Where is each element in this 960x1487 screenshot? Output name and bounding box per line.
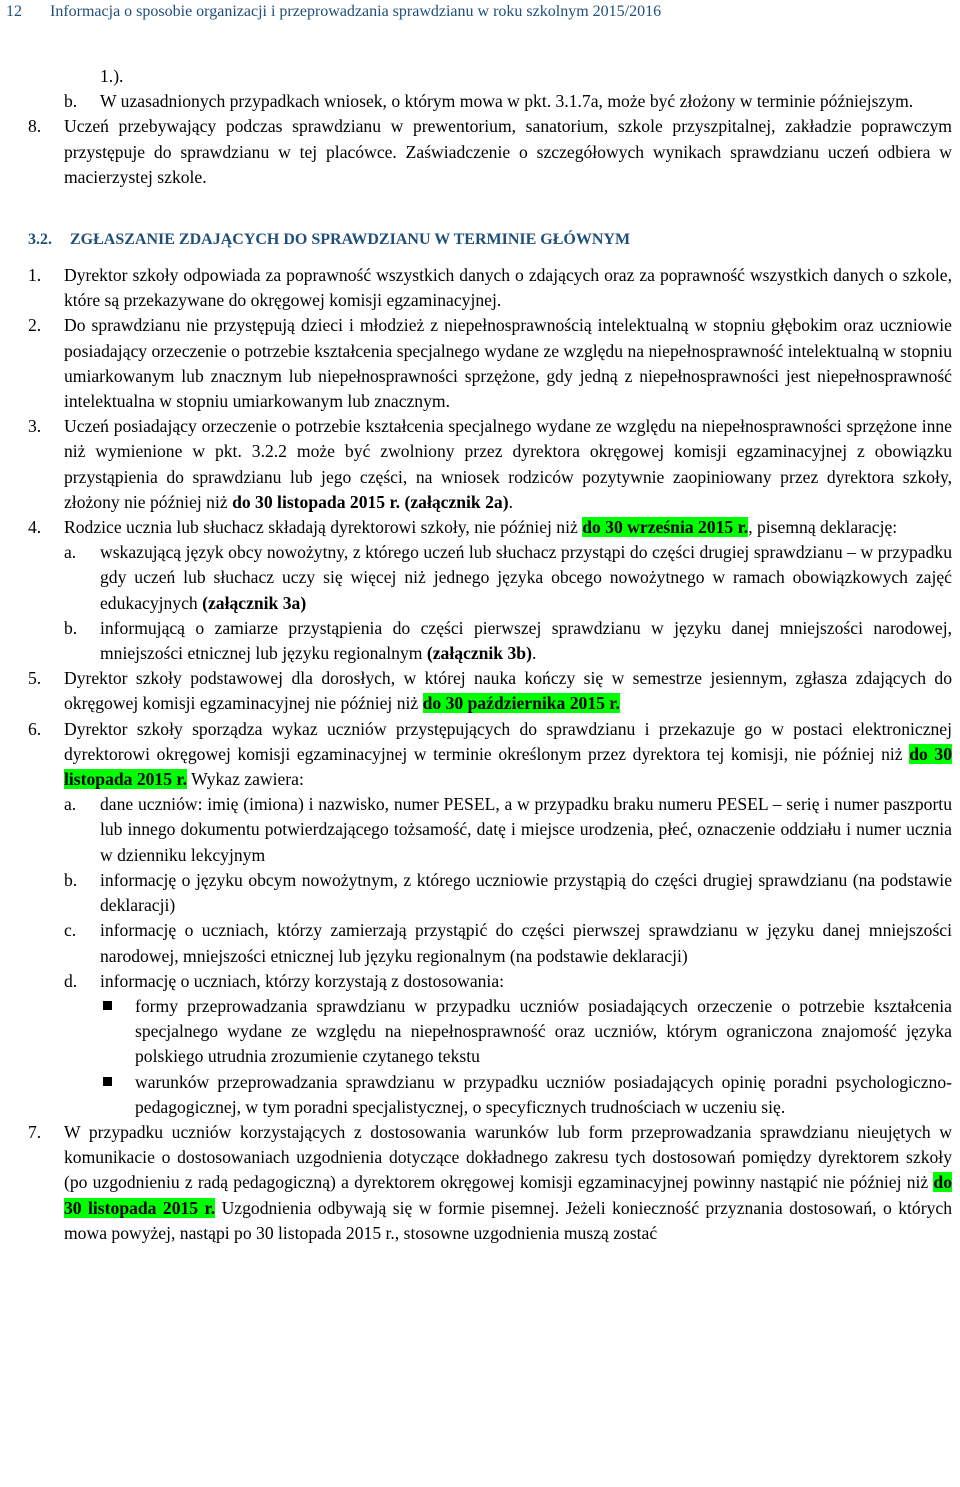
list-item-text: Dyrektor szkoły sporządza wykaz uczniów przystępujących do sprawdzianu i przekazuje go w postaci elektronicznej dyrektorowi okręgowej komisji egzaminacyjnej w terminie określonym przez dyrektora tej komisji, nie później niż — [64, 718, 952, 764]
list-item-text: W uzasadnionych przypadkach wniosek, o którym mowa w pkt. 3.1.7a, może być złożony w terminie późniejszym. — [100, 91, 914, 112]
bullet-item-2 — [0, 1070, 960, 1120]
page-header — [6, 2, 926, 22]
list-marker: c. — [64, 920, 77, 941]
list-item-text: informację o uczniach, którzy korzystają z dostosowania: — [100, 970, 505, 991]
bullet-item-text: warunków przeprowadzania sprawdzianu w przypadku uczniów posiadających opinię poradni psychologiczno-pedagogicznej, w tym poradni specjalistycznej, o specyficznych trudnościach w uczeniu się. — [135, 1071, 952, 1117]
annex-reference: (załącznik 3a) — [202, 592, 307, 613]
list-item-6a — [0, 792, 960, 868]
section-number: 3.2. — [28, 231, 52, 249]
deadline-highlight: do 30 listopada 2015 r. — [64, 743, 953, 790]
list-item-text: informację o języku obcym nowożytnym, z którego uczniowie przystąpią do części drugiej sprawdzianu (na podstawie deklaracji) — [100, 869, 952, 916]
list-item-6: 6. Dyrektor szkoły sporządza wykaz uczniów przystępujących do sprawdzianu i przekazuje go w postaci elektronicznej dyrektorowi okręgowej komisji egzaminacyjnej w terminie określonym przez dyrektora tej komisji, nie później niż do 30 listopada 2015 r. Wykaz zawiera: — [28, 718, 953, 790]
spacer — [0, 190, 960, 208]
list-marker: 8. — [28, 116, 42, 137]
list-item-text: Dyrektor szkoły podstawowej dla dorosłych, w której nauka kończy się w semestrze jesiennym, zgłasza zdających do okręgowej komisji egzaminacyjnej nie później niż — [64, 668, 952, 714]
list-item-text: dane uczniów: imię (imiona) i nazwisko, numer PESEL, a w przypadku braku numeru PESEL – serię i numer paszportu lub innego dokumentu potwierdzającego tożsamość, datę i miejsce urodzenia, płeć, oznaczenie oddziału i numer ucznia w dzienniku lekcyjnym — [100, 794, 952, 865]
list-item-2 — [0, 313, 960, 414]
square-bullet-icon — [103, 1001, 112, 1010]
annex-reference: (załącznik 3b) — [426, 643, 532, 664]
continuation-text: 1.). — [100, 66, 124, 86]
page-number: 12 — [6, 3, 22, 20]
list-marker: 3. — [28, 416, 42, 437]
bullet-item-1 — [0, 994, 960, 1070]
list-item-6d — [0, 969, 960, 994]
section-heading — [0, 228, 960, 252]
list-item-4b: b. informującą o zamiarze przystąpienia do części pierwszej sprawdzianu w języku danej mniejszości narodowej, mniejszości etnicznej lub języku regionalnym (załącznik 3b). — [64, 617, 952, 664]
list-item-text: Dyrektor szkoły odpowiada za poprawność wszystkich danych o zdających oraz za poprawność wszystkich danych o szkole, które są przekazywane do okręgowej komisji egzaminacyjnej. — [64, 265, 952, 311]
list-item-b-prev — [0, 89, 960, 114]
section-title: ZGŁASZANIE ZDAJĄCYCH DO SPRAWDZIANU W TERMINIE GŁÓWNYM — [70, 231, 631, 249]
list-marker: 5. — [28, 668, 42, 689]
list-marker: b. — [64, 91, 78, 112]
list-marker: 2. — [28, 315, 42, 336]
list-item-text: wskazującą język obcy nowożytny, z którego uczeń lub słuchacz przystąpi do części drugiej sprawdzianu – w przypadku gdy uczeń lub słuchacz uczy się więcej niż jednego języka obcego nowożytnego w ramach obowiązkowych zajęć edukacyjnych — [100, 542, 952, 613]
list-item-6c — [0, 918, 960, 968]
list-marker: d. — [64, 970, 78, 991]
deadline-highlight: do 30 listopada 2015 r. — [64, 1172, 952, 1218]
list-marker: 7. — [28, 1121, 42, 1142]
list-marker: 4. — [28, 517, 42, 538]
list-item-7: 7. W przypadku uczniów korzystających z dostosowania warunków lub form przeprowadzania sprawdzianu nieujętych w komunikacie o dostosowaniach uzgodnienia dotyczące dokładnego zakresu tych dostosowań pomiędzy dyrektorem szkoły (po uzgodnieniu z radą pedagogiczną) a dyrektorem okręgowej komisji egzaminacyjnej powinny nastąpić nie później niż do 30 listopada 2015 r. Uzgodnienia odbywają się w formie pisemnej. Jeżeli konieczność przyznania dostosowań, o których mowa powyżej, nastąpi po 30 listopada 2015 r., stosowne uzgodnienia muszą zostać — [28, 1121, 952, 1243]
list-item-5 — [0, 666, 960, 716]
bullet-item-text: formy przeprowadzania sprawdzianu w przypadku uczniów posiadających orzeczenie o potrzebie kształcenia specjalnego wydane ze względu na niepełnosprawność oraz uczniów, którym ograniczona znajomość języka polskiego utrudnia zrozumienie czytanego tekstu — [135, 995, 952, 1067]
list-item-text: informację o uczniach, którzy zamierzają przystąpić do części pierwszej sprawdzianu w języku danej mniejszości narodowej, mniejszości etnicznej lub języku regionalnym (na podstawie deklaracji) — [100, 920, 952, 966]
list-item-1 — [0, 263, 960, 313]
list-item-6b — [0, 868, 960, 918]
list-item-4a — [0, 540, 960, 616]
list-item-8 — [0, 114, 960, 190]
list-item-text: W przypadku uczniów korzystających z dostosowania warunków lub form przeprowadzania sprawdzianu nieujętych w komunikacie o dostosowaniach uzgodnienia dotyczące dokładnego zakresu tych dostosowań pomiędzy dyrektorem szkoły (po uzgodnieniu z radą pedagogiczną) a dyrektorem okręgowej komisji egzaminacyjnej powinny nastąpić nie później niż — [64, 1121, 952, 1193]
annex-reference: (załącznik 2a) — [404, 491, 509, 512]
running-title: Informacja o sposobie organizacji i przeprowadzania sprawdzianu w roku szkolnym 2015/2016 — [50, 3, 662, 20]
list-marker: b. — [64, 617, 78, 638]
deadline-highlight: do 30 października 2015 r. — [422, 693, 620, 714]
page-content — [0, 64, 960, 1246]
list-item-3: 3. Uczeń posiadający orzeczenie o potrzebie kształcenia specjalnego wydane ze względu na niepełnosprawności sprzężone inne niż wymienione w pkt. 3.2.2 może być zwolniony przez dyrektora okręgowej komisji egzaminacyjnej z obowiązku przystąpienia do sprawdzianu lub jego części, na wniosek rodziców pozytywnie zaopiniowany przez dyrektora szkoły, złożony nie później niż do 30 listopada 2015 r. (załącznik 2a). — [28, 416, 952, 512]
deadline-text: do 30 listopada 2015 r. — [232, 491, 401, 512]
list-item-text: informującą o zamiarze przystąpienia do części pierwszej sprawdzianu w języku danej mniejszości narodowej, mniejszości etnicznej lub języku regionalnym — [100, 617, 952, 664]
list-item-4: 4. Rodzice ucznia lub słuchacz składają dyrektorowi szkoły, nie później niż do 30 września 2015 r., pisemną deklarację: — [0, 515, 960, 540]
list-item-text: Rodzice ucznia lub słuchacz składają dyrektorowi szkoły, nie później niż — [64, 517, 578, 538]
deadline-highlight: do 30 września 2015 r. — [582, 517, 749, 538]
list-item-text: Uczeń przebywający podczas sprawdzianu w prewentorium, sanatorium, szkole przyszpitalnej, zakładzie poprawczym przystępuje do sprawdzianu w tej placówce. Zaświadczenie o szczegółowych wynikach sprawdzianu uczeń odbiera w macierzystej szkole. — [64, 116, 952, 187]
list-marker: 6. — [28, 718, 42, 739]
list-item-text: Do sprawdzianu nie przystępują dzieci i młodzież z niepełnosprawnością intelektualną w stopniu głębokim oraz uczniowie posiadający orzeczenie o potrzebie kształcenia specjalnego wydane ze względu na niepełnosprawność intelektualną w stopniu umiarkowanym lub znacznym lub niepełnosprawności sprzężone, gdy jedną z niepełnosprawności jest niepełnosprawność intelektualna w stopniu umiarkowanym lub znacznym. — [64, 315, 952, 412]
square-bullet-icon — [103, 1077, 112, 1086]
list-marker: a. — [64, 794, 77, 815]
list-marker: a. — [64, 542, 77, 563]
list-marker: 1. — [28, 265, 42, 286]
list-marker: b. — [64, 869, 78, 890]
list-item-text: Uczeń posiadający orzeczenie o potrzebie kształcenia specjalnego wydane ze względu na niepełnosprawności sprzężone inne niż wymienione w pkt. 3.2.2 może być zwolniony przez dyrektora okręgowej komisji egzaminacyjnej z obowiązku przystąpienia do sprawdzianu lub jego części, na wniosek rodziców pozytywnie zaopiniowany przez dyrektora szkoły, złożony nie później niż — [64, 416, 952, 512]
